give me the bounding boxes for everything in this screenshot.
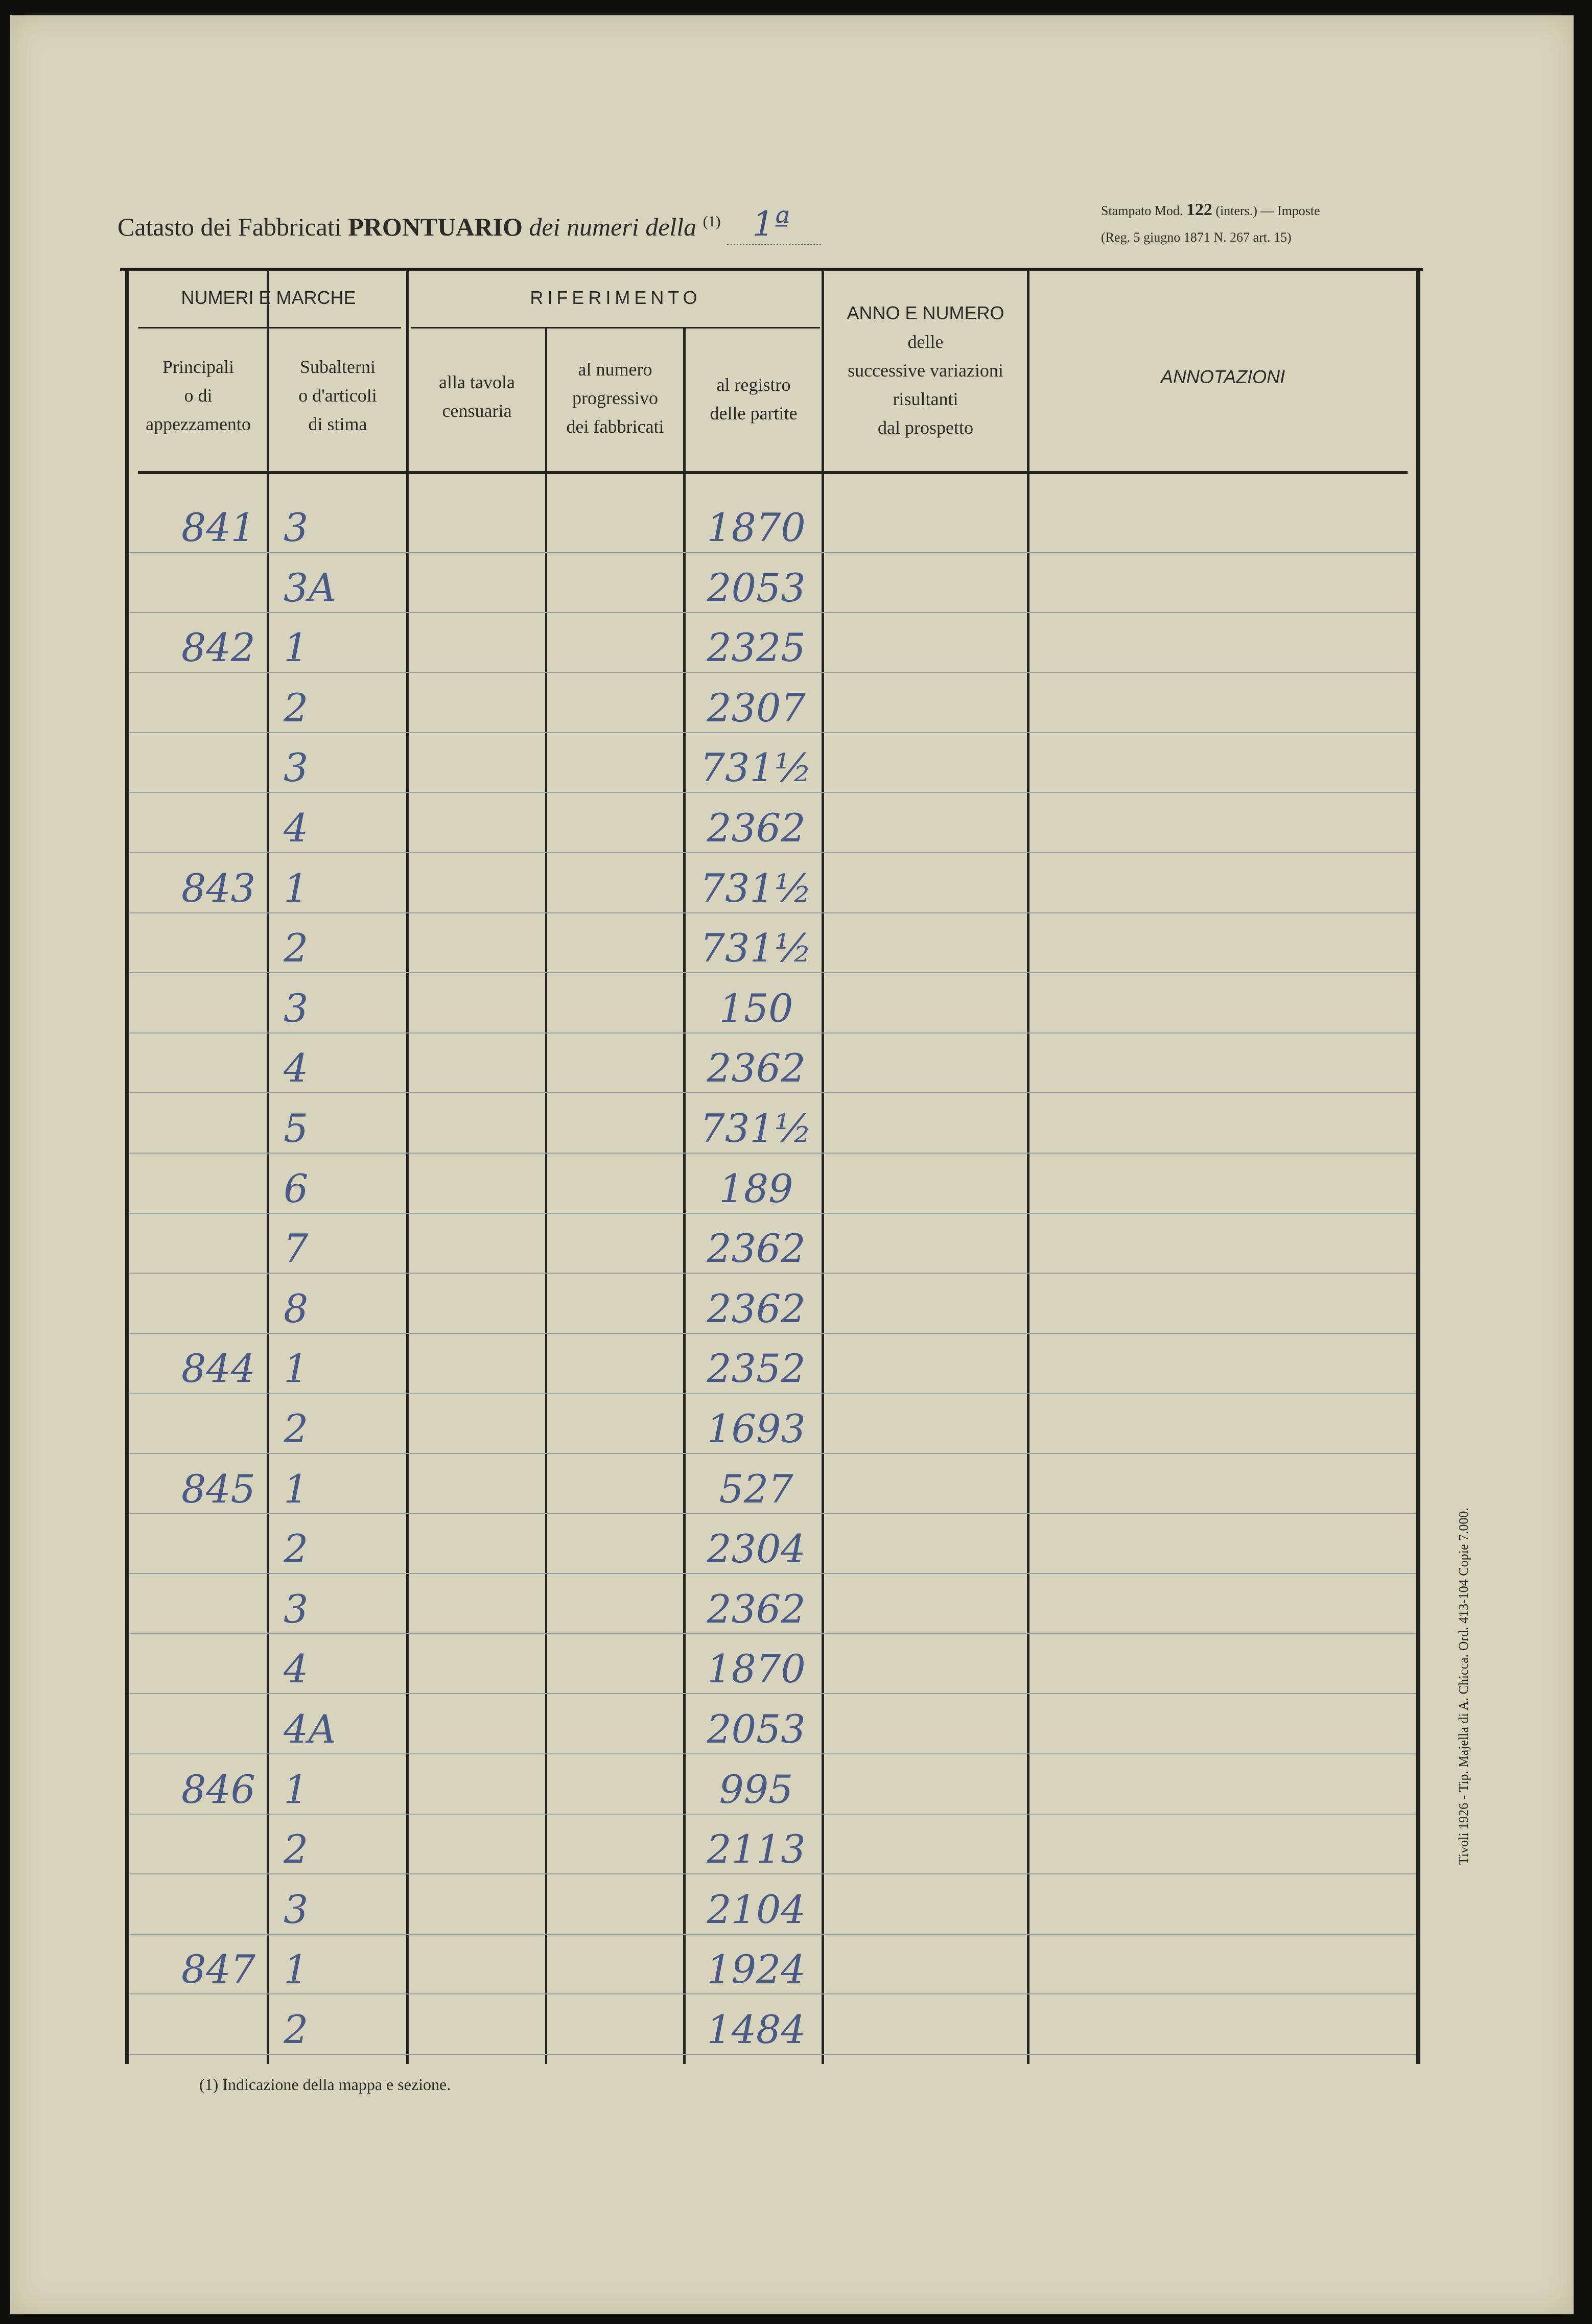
subalterno-number: 4 [284,1646,309,1692]
subalterno-number: 1 [284,625,309,671]
column-divider-3 [545,327,547,2064]
group-heading-numeri: NUMERI E MARCHE [181,287,356,308]
col-anno-l5: dal prospetto [878,417,973,438]
print-mod-suffix: (inters.) — Imposte [1215,203,1320,218]
column-divider-1 [267,271,269,2064]
column-divider-4 [683,327,686,2064]
handwritten-section: 1ª [727,204,821,245]
title-prefix: Catasto dei Fabbricati [118,213,342,241]
subalterno-number: 3 [284,1586,309,1632]
col-subalterni-l2: o d'articoli [298,385,377,406]
registro-number: 2307 [707,685,806,731]
subalterno-number: 2 [284,1406,309,1451]
registro-number: 2053 [707,565,806,611]
principale-number: 847 [181,1946,255,1992]
row-rule [129,1453,1416,1454]
col-subalterni-l3: di stima [308,414,367,434]
subalterno-number: 1 [284,865,309,911]
printer-note: Tivoli 1926 - Tip. Majella di A. Chicca. Ord. 413-104 Copie 7.000. [1456,1508,1471,1865]
col-tavola [409,368,545,425]
col-anno-l4: risultanti [893,389,958,409]
registro-number: 2113 [707,1826,806,1872]
footnote-marker: (1) [703,213,721,230]
subalterno-number: 2 [284,925,309,971]
registro-number: 1924 [707,1946,806,1992]
registro-number: 2362 [707,1285,806,1331]
subalterno-number: 7 [284,1226,309,1272]
col-numero-l3: dei fabbricati [566,416,664,437]
col-tavola-l2: censuaria [442,401,512,421]
subalterno-number: 5 [284,1106,309,1151]
registro-number: 731½ [700,925,812,971]
col-tavola-l1: alla tavola [439,372,515,392]
registro-number: 2325 [707,625,806,671]
subalterno-number: 2 [284,2007,309,2052]
row-rule [129,1092,1416,1093]
footnote: (1) Indicazione della mappa e sezione. [199,2075,451,2094]
registro-number: 2362 [707,1586,806,1632]
col-annotazioni: ANNOTAZIONI [1160,366,1285,387]
col-subalterni [269,353,406,438]
group-separator-line-left [138,327,401,328]
col-registro-l2: delle partite [710,403,798,424]
col-principali [129,353,267,438]
registro-number: 1870 [707,1646,806,1692]
row-rule [129,1213,1416,1214]
principale-number: 841 [181,505,255,550]
col-anno-l1: ANNO E NUMERO [847,302,1004,323]
row-rule [129,972,1416,973]
row-rule [129,552,1416,553]
col-anno-l3: successive variazioni [848,360,1003,381]
col-registro [686,370,822,428]
subalterno-number: 6 [284,1165,309,1211]
subalterno-number: 3 [284,745,309,791]
subalterno-number: 1 [284,1466,309,1512]
title-subtitle: dei numeri della [529,213,697,241]
header-bottom-border [138,471,1408,474]
subalterno-number: 3 [284,505,309,550]
registro-number: 995 [719,1766,793,1812]
col-principali-l3: appezzamento [146,414,251,434]
row-rule [129,2054,1416,2055]
col-principali-l2: o di [184,385,213,406]
row-rule [129,1814,1416,1815]
table-left-border [125,271,129,2064]
row-rule [129,1573,1416,1574]
col-principali-l1: Principali [162,357,234,377]
row-rule [129,1273,1416,1274]
subalterno-number: 1 [284,1346,309,1392]
row-rule [129,672,1416,673]
col-numero-l2: progressivo [572,388,658,408]
row-rule [129,1393,1416,1394]
column-divider-6 [1027,271,1029,2064]
registro-number: 731½ [700,865,812,911]
registro-number: 2352 [707,1346,806,1392]
row-rule [129,1873,1416,1874]
table-top-border [120,268,1423,271]
registro-number: 2304 [707,1526,806,1572]
subalterno-number: 4 [284,1045,309,1091]
registro-number: 2362 [707,1045,806,1091]
registro-number: 2104 [707,1886,806,1932]
subalterno-number: 1 [284,1946,309,1992]
row-rule [129,1753,1416,1754]
registro-number: 1693 [707,1406,806,1451]
print-mod-number: 122 [1186,200,1212,219]
registro-number: 189 [719,1165,793,1211]
print-mod-line [1101,197,1408,224]
print-info [1101,197,1408,251]
principale-number: 842 [181,625,255,671]
subalterno-number: 2 [284,685,309,731]
col-anno-numero [824,299,1027,442]
subalterno-number: 2 [284,1526,309,1572]
col-subalterni-l1: Subalterni [300,357,376,377]
subalterno-number: 8 [284,1285,309,1331]
column-divider-2 [406,271,409,2064]
row-rule [129,1633,1416,1634]
row-rule [129,912,1416,913]
row-rule [129,1153,1416,1154]
registro-number: 527 [719,1466,793,1512]
registro-number: 731½ [700,745,812,791]
document-title [118,204,821,244]
registro-number: 731½ [700,1106,812,1151]
principale-number: 845 [181,1466,255,1512]
row-rule [129,1934,1416,1935]
row-rule [129,1032,1416,1034]
subalterno-number: 2 [284,1826,309,1872]
title-main: PRONTUARIO [348,213,523,241]
regulation-line: (Reg. 5 giugno 1871 N. 267 art. 15) [1101,230,1292,245]
group-separator-line [411,327,820,328]
row-rule [129,1333,1416,1334]
subalterno-number: 3 [284,1886,309,1932]
row-rule [129,1993,1416,1994]
registro-number: 2053 [707,1706,806,1752]
registro-number: 2362 [707,805,806,851]
principale-number: 844 [181,1346,255,1392]
subalterno-number: 1 [284,1766,309,1812]
row-rule [129,1513,1416,1514]
registro-number: 2362 [707,1226,806,1272]
subalterno-number: 4 [284,805,309,851]
col-registro-l1: al registro [716,374,791,395]
registro-number: 1484 [707,2007,806,2052]
registro-number: 150 [719,985,793,1031]
col-anno-l2: delle [907,332,944,352]
principale-number: 846 [181,1766,255,1812]
row-rule [129,612,1416,613]
col-numero-progressivo [547,355,683,441]
subalterno-number: 3 [284,985,309,1031]
col-numero-l1: al numero [578,359,652,380]
column-divider-5 [822,271,824,2064]
subalterno-number: 4A [284,1706,337,1752]
registro-number: 1870 [707,505,806,550]
row-rule [129,792,1416,793]
row-rule [129,732,1416,733]
row-rule [129,1693,1416,1694]
group-heading-riferimento: RIFERIMENTO [530,287,701,308]
table-right-border [1416,271,1420,2064]
principale-number: 843 [181,865,255,911]
subalterno-number: 3A [284,565,337,611]
row-rule [129,852,1416,853]
print-mod-prefix: Stampato Mod. [1101,203,1183,218]
